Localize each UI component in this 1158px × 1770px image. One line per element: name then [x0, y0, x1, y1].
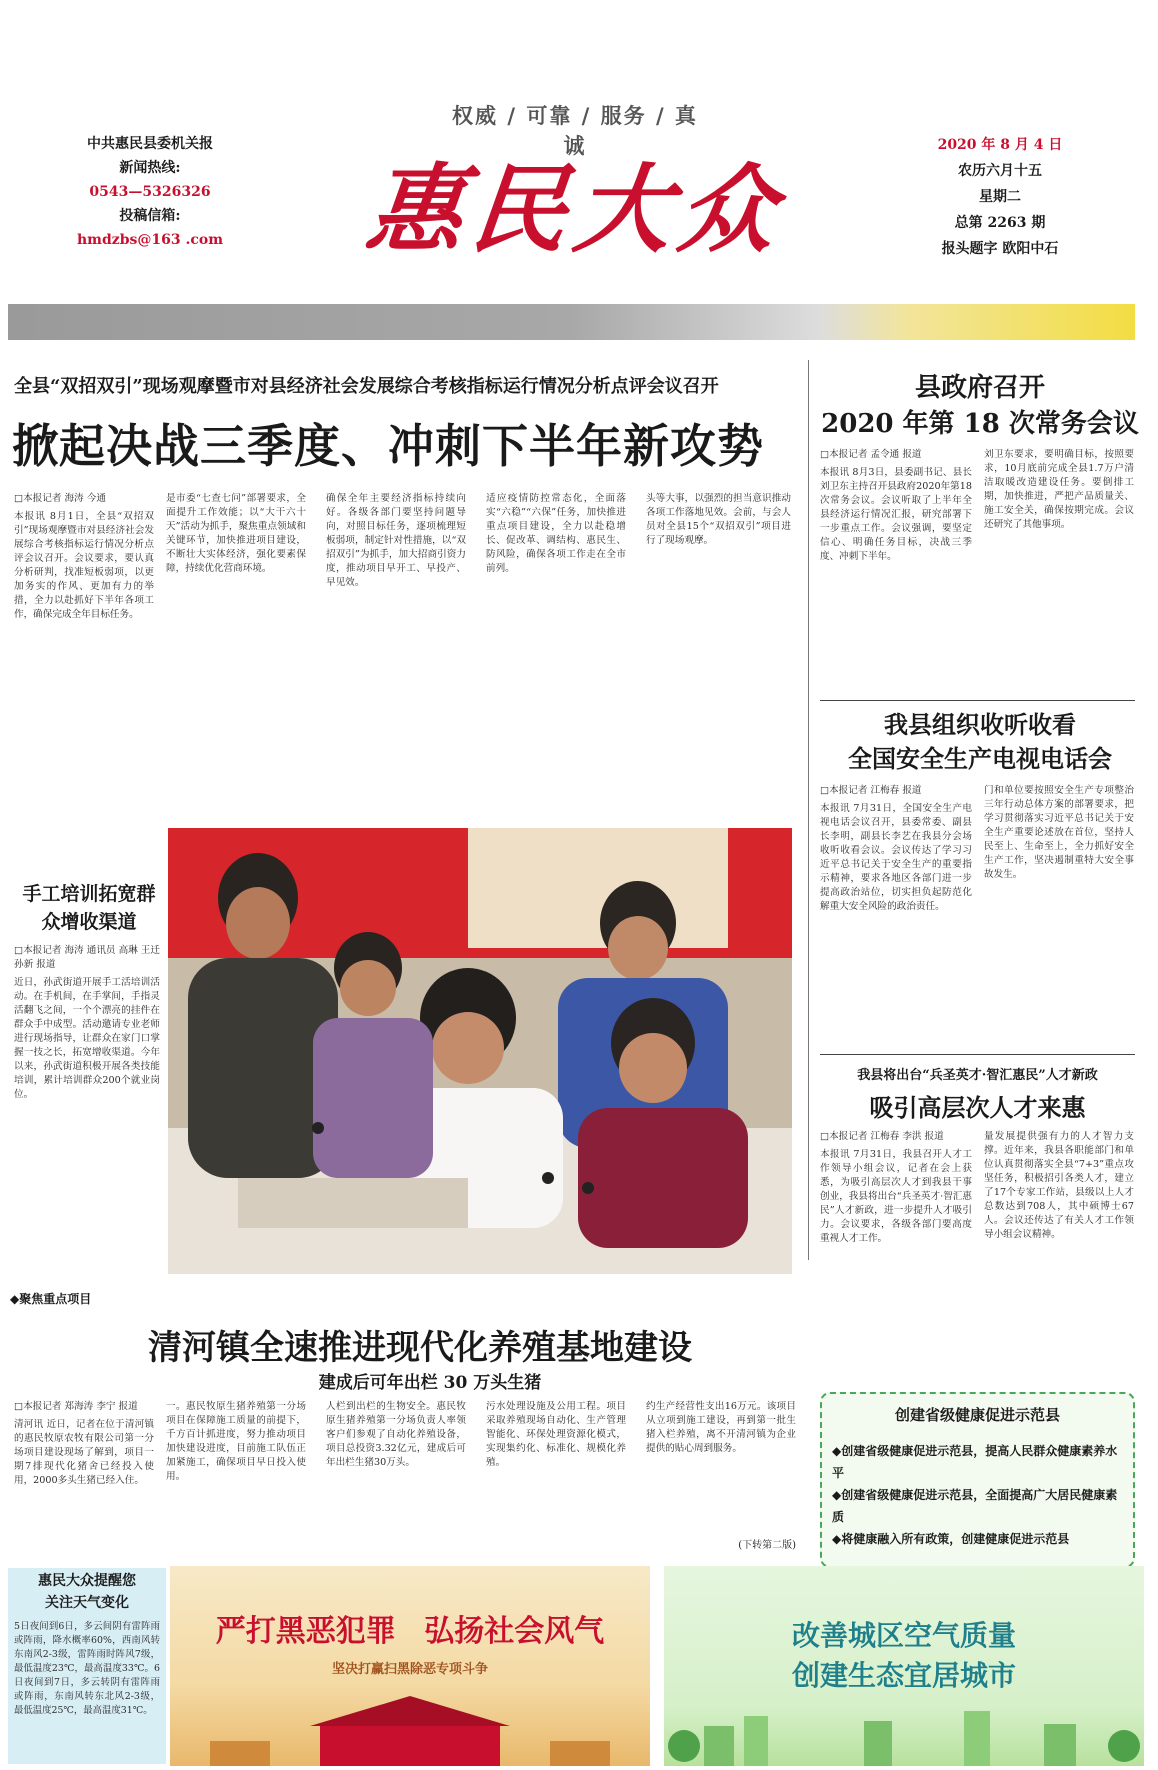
council-column-1 — [820, 448, 972, 688]
talent-column-1 — [820, 1130, 972, 1382]
safety-byline: □本报记者 江梅春 报道 — [820, 785, 922, 796]
lunar-date: 农历六月十五 — [958, 163, 1042, 179]
talent-column-2: 量发展提供强有力的人才智力支撑。近年来，我县各职能部门和单位认真贯彻落实全县“7+3”重点攻坚任务，积极招引各类人才，建立了17个专家工作站，县级以上人才总数达到708人，其中硕博士67人。会议还传达了有关人才工作领导小组会议精神。 — [984, 1131, 1134, 1240]
focus-subhead: 建成后可年出栏 30 万头生猪 — [318, 1373, 542, 1393]
handcraft-text: 近日，孙武街道开展手工活培训活动。在手机间，在手掌间，手指灵活翻飞之间，一个个漂亮的挂件在群众手中成型。活动邀请专业老师进行现场指导，让群众在家门口掌握一技之长，拓宽增收渠道。今年以来，孙武街道积极开展各类技能培训，累计培训群众200个就业岗位。 — [14, 977, 160, 1100]
weather-text: 5日夜间到6日，多云间阴有雷阵雨或阵雨，降水概率60%，西南风转东南风2-3级，雷阵雨时阵风7级，最低温度23℃，最高温度33℃。6日夜间到7日，多云转阴有雷阵雨或阵雨，东南风转东北风2-3级，最低温度25℃，最高温度31℃。 — [14, 1621, 160, 1716]
focus-headline: 清河镇全速推进现代化养殖基地建设 — [148, 1328, 692, 1368]
weekday: 星期二 — [979, 189, 1021, 205]
safety-headline-line1: 我县组织收听收看 — [884, 710, 1076, 739]
focus-byline: □本报记者 郑海涛 李宁 报道 — [14, 1401, 138, 1412]
masthead-band — [8, 304, 1135, 340]
section-rule — [820, 700, 1135, 701]
handcraft-byline: □本报记者 海涛 通讯员 高琳 王迁 孙新 报道 — [14, 945, 160, 970]
lead-text-1: 本报讯 8月1日，全县“双招双引”现场观摩暨市对县经济社会发展综合考核指标运行情况分析点评会议召开。会议要求，要认真分析研判，找准短板弱项，以更加务实的作风、更加有力的举措，全力以赴抓好下半年各项工作，确保完成全年目标任务。 — [14, 511, 154, 620]
weather-title-line1: 惠民大众提醒您 — [38, 1573, 136, 1589]
anti-crime-banner — [170, 1566, 650, 1766]
focus-column-2: 一。惠民牧原生猪养殖第一分场项目在保障施工质量的前提下，千方百计抓进度，努力推动项目加快建设进度，目前施工队伍正加紧施工，确保项目早日投入使用。 — [166, 1401, 306, 1482]
issue-date: 2020 年 8 月 4 日 — [937, 137, 1063, 153]
anti-crime-slogan — [170, 1606, 650, 1650]
newspaper-title: 惠民大众 — [361, 153, 789, 266]
council-column-2: 刘卫东要求，要明确目标，按照要求，10月底前完成全县1.7万户清洁取暖改造建设任务。要倒排工期，加快推进，严把产品质量关、施工安全关，确保按期完成。会议还研究了其他事项。 — [984, 449, 1134, 530]
safety-headline-line2: 全国安全生产电视电话会 — [848, 744, 1112, 773]
focus-column-3: 人栏到出栏的生物安全。惠民牧原生猪养殖第一分场负责人率领客户们参观了自动化养殖设备，项目总投资3.32亿元，建成后可年出栏生猪30万头。 — [326, 1401, 466, 1468]
calligraphy-credit: 报头题字 欧阳中石 — [941, 241, 1059, 257]
focus-column-5: 约生产经营性支出16万元。该项目从立项到施工建设，再到第一批生猪入栏养殖，离不开清河镇为企业提供的贴心周到服务。 — [646, 1401, 796, 1454]
focus-section-tag: ◆聚焦重点项目 — [10, 1292, 92, 1306]
health-item: ◆创建省级健康促进示范县，提高人民群众健康素养水平 — [832, 1444, 1118, 1480]
air-quality-line2: 创建生态宜居城市 — [791, 1659, 1016, 1692]
council-headline-line2: 2020 年第 18 次常务会议 — [821, 409, 1139, 439]
masthead-left-meta — [50, 132, 250, 252]
masthead-motto: 权威 / 可靠 / 服务 / 真诚 — [452, 103, 698, 158]
masthead-right-meta — [900, 132, 1100, 262]
council-headline-line1: 县政府召开 — [914, 373, 1045, 403]
email-label: 投稿信箱: — [119, 208, 181, 224]
focus-column-4: 污水处理设施及公用工程。项目采取养殖现场自动化、生产管理智能化、环保处理资源化模式，实现集约化、标准化、规模化养殖。 — [486, 1401, 626, 1468]
lead-kicker: 全县“双招双引”现场观摩暨市对县经济社会发展综合考核指标运行情况分析点评会议召开 — [14, 376, 719, 397]
talent-byline: □本报记者 江梅春 李洪 报道 — [820, 1131, 944, 1142]
air-quality-slogan — [664, 1616, 1144, 1696]
health-title: 创建省级健康促进示范县 — [894, 1406, 1060, 1424]
section-rule — [820, 1054, 1135, 1055]
lead-column-3: 确保全年主要经济指标持续向好。各级各部门要坚持问题导向，对照目标任务，逐项梳理短板弱项，制定针对性措施，以“双招双引”为抓手，加大招商引资力度，推动项目早开工、早投产、早见效。 — [326, 493, 466, 588]
lead-column-2: 是市委“七查七问”部署要求，全面提升工作效能；以“大干六十天”活动为抓手，聚焦重点领域和关键环节，加快推进项目建设，不断壮大实体经济，强化要素保障，持续优化营商环境。 — [166, 493, 306, 574]
weather-title-line2: 关注天气变化 — [45, 1595, 129, 1611]
anti-crime-line1: 严打黑恶犯罪 — [215, 1614, 396, 1649]
health-list — [832, 1440, 1124, 1550]
health-item: ◆将健康融入所有政策，创建健康促进示范县 — [832, 1532, 1070, 1546]
lead-byline: □本报记者 海涛 今通 — [14, 493, 106, 504]
safety-column-1 — [820, 784, 972, 1046]
safety-headline — [820, 708, 1140, 776]
anti-crime-subtitle: 坚决打赢扫黑除恶专项斗争 — [331, 1662, 488, 1677]
health-item: ◆创建省级健康促进示范县，全面提高广大居民健康素质 — [832, 1488, 1118, 1524]
council-byline: □本报记者 孟令通 报道 — [820, 449, 922, 460]
air-quality-banner — [664, 1566, 1144, 1766]
safety-text-1: 本报讯 7月31日，全国安全生产电视电话会议召开，县委常委、副县长李明，副县长李艺在我县分会场收听收看会议。会议传达了学习习近平总书记关于安全生产的重要指示精神，要求各地区各部门进一步提高政治站位，切实担负起防范化解重大安全风险的政治责任。 — [820, 803, 972, 912]
talent-headline: 吸引高层次人才来惠 — [869, 1093, 1086, 1122]
lead-headline: 掀起决战三季度、冲刺下半年新攻势 — [12, 419, 764, 473]
handcraft-column — [14, 944, 160, 1272]
hotline-number: 0543—5326326 — [89, 184, 211, 200]
talent-kicker: 我县将出台“兵圣英才·智汇惠民”人才新政 — [857, 1068, 1098, 1083]
column-divider — [808, 360, 809, 1260]
weather-title — [8, 1570, 166, 1614]
talent-text-1: 本报讯 7月31日，我县召开人才工作领导小组会议，记者在会上获悉，为吸引高层次人才到我县干事创业，我县将出台“兵圣英才·智汇惠民”人才新政，进一步提升人才吸引力。会议要求，各级各部门要高度重视人才工作。 — [820, 1149, 972, 1244]
focus-column-1 — [14, 1400, 154, 1556]
continued-notice: (下转第二版) — [738, 1540, 796, 1551]
council-text-1: 本报讯 8月3日，县委副书记、县长刘卫东主持召开县政府2020年第18次常务会议。会议听取了上半年全县经济运行情况汇报，研究部署下一步重点工作。会议强调，要坚定信心、明确任务目标，决战三季度、冲刺下半年。 — [820, 467, 972, 562]
handcraft-headline: 手工培训拓宽群众增收渠道 — [22, 883, 156, 933]
issue-number: 总第 2263 期 — [954, 215, 1046, 231]
publisher-org: 中共惠民县委机关报 — [87, 136, 213, 152]
hotline-label: 新闻热线: — [119, 160, 181, 176]
training-photo-illustration — [168, 828, 792, 1274]
safety-column-2: 门和单位要按照安全生产专项整治三年行动总体方案的部署要求，把学习贯彻落实习近平总书记关于安全生产重要论述放在首位，坚持人民至上、生命至上，全力抓好安全生产工作，坚决遏制重特大安全事故发生。 — [984, 785, 1134, 880]
anti-crime-line2: 弘扬社会风气 — [424, 1614, 605, 1649]
lead-column-5: 头等大事，以强烈的担当意识推动各项工作落地见效。会前，与会人员对全县15个“双招双引”项目进行了现场观摩。 — [646, 493, 791, 546]
city-skyline-illustration — [664, 1706, 1144, 1766]
tiananmen-illustration — [170, 1686, 650, 1766]
air-quality-line1: 改善城区空气质量 — [791, 1619, 1016, 1652]
council-headline — [820, 370, 1140, 442]
masthead-logo — [340, 140, 810, 280]
email-address: hmdzbs@163 .com — [76, 232, 224, 248]
lead-column-4: 适应疫情防控常态化，全面落实“六稳”“六保”任务，加快推进重点项目建设，全力以赴稳增长、促改革、调结构、惠民生、防风险，确保各项工作走在全市前列。 — [486, 493, 626, 574]
lead-column-1 — [14, 492, 154, 812]
focus-text-1: 清河讯 近日，记者在位于清河镇的惠民牧原农牧有限公司第一分场项目建设现场了解到，项目一期7排现代化猪舍已经投入使用，2000多头生猪已经入住。 — [14, 1419, 154, 1486]
training-photo — [168, 828, 792, 1274]
